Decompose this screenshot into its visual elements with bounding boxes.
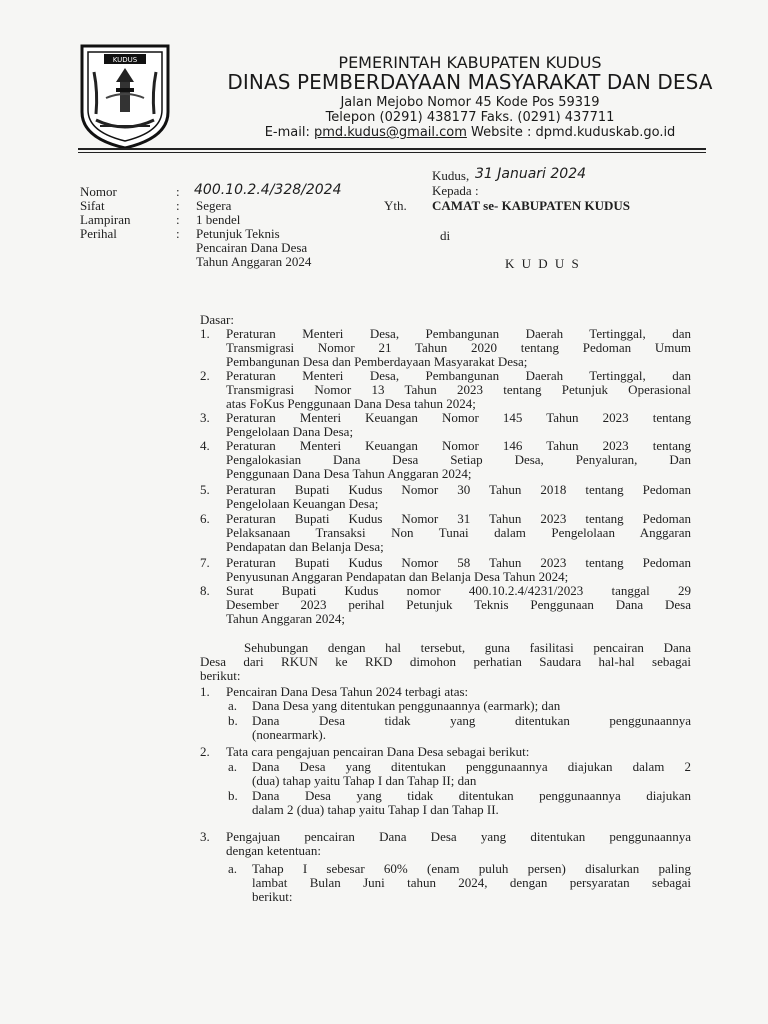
letterhead-divider-thick <box>78 148 706 150</box>
letterhead-address: Jalan Mejobo Nomor 45 Kode Pos 59319 <box>340 95 600 110</box>
recipient-city: K U D U S <box>505 256 581 271</box>
subpoint-label: b. <box>228 788 238 803</box>
di-label: di <box>440 228 451 243</box>
point-text: Tata cara pengajuan pencairan Dana Desa sebagai berikut: <box>226 744 530 759</box>
dasar-item-line: Transmigrasi Nomor 21 Tahun 2020 tentang Pedoman Umum <box>226 340 691 355</box>
dasar-item-number: 1. <box>200 326 210 341</box>
sifat-label: Sifat <box>80 198 105 213</box>
dasar-item-line: Pengelolaan Dana Desa; <box>226 424 354 439</box>
website-text: Website : dpmd.kuduskab.go.id <box>466 125 676 140</box>
perihal-line: Pencairan Dana Desa <box>196 240 308 255</box>
subpoint-line: dalam 2 (dua) tahap yaitu Tahap I dan Tahap II. <box>252 802 499 817</box>
point-number: 1. <box>200 684 210 699</box>
letterhead-agency: DINAS PEMBERDAYAAN MASYARAKAT DAN DESA <box>227 70 713 94</box>
colon: : <box>176 184 180 199</box>
dasar-item-line: Peraturan Menteri Keuangan Nomor 146 Tahun 2023 tentang <box>226 438 691 453</box>
nomor-label: Nomor <box>80 184 117 199</box>
point-text: Pencairan Dana Desa Tahun 2024 terbagi atas: <box>226 684 469 699</box>
email-label: E-mail: <box>264 125 314 140</box>
subpoint-line: Tahap I sebesar 60% (enam puluh persen) disalurkan paling <box>252 861 691 876</box>
point-number: 2. <box>200 744 210 759</box>
dasar-item-line: Desember 2023 perihal Petunjuk Teknis Penggunaan Dana Desa <box>226 597 691 612</box>
dasar-item-number: 2. <box>200 368 210 383</box>
intro-line: berikut: <box>200 668 241 683</box>
dasar-item-line: Peraturan Bupati Kudus Nomor 31 Tahun 2023 tentang Pedoman <box>226 511 691 526</box>
subpoint-line: lambat Bulan Juni tahun 2024, dengan persyaratan sebagai <box>252 875 691 890</box>
dasar-item-line: Penyusunan Anggaran Pendapatan dan Belanja Desa Tahun 2024; <box>226 569 569 584</box>
perihal-line: Petunjuk Teknis <box>196 226 280 241</box>
lampiran-value: 1 bendel <box>196 212 241 227</box>
dasar-item-line: Tahun Anggaran 2024; <box>226 611 345 626</box>
dasar-item-line: Peraturan Menteri Desa, Pembangunan Daerah Tertinggal, dan <box>226 326 691 341</box>
subpoint-line: Dana Desa yang ditentukan penggunaannya (earmark); dan <box>252 698 561 713</box>
letterhead-divider-thin <box>78 152 706 153</box>
handwritten-date: 31 Januari 2024 <box>475 166 587 182</box>
intro-line: Sehubungan dengan hal tersebut, guna fasilitasi pencairan Dana <box>244 640 691 655</box>
colon: : <box>176 212 180 227</box>
dasar-item-line: Peraturan Menteri Desa, Pembangunan Daerah Tertinggal, dan <box>226 368 691 383</box>
dasar-title: Dasar: <box>200 312 234 327</box>
dasar-item-number: 3. <box>200 410 210 425</box>
dasar-item-number: 8. <box>200 583 210 598</box>
point-line: Pengajuan pencairan Dana Desa yang ditentukan penggunaannya <box>226 829 691 844</box>
colon: : <box>176 198 180 213</box>
kepada-label: Kepada : <box>432 183 479 198</box>
subpoint-line: (dua) tahap yaitu Tahap I dan Tahap II; dan <box>252 773 477 788</box>
kudus-regency-emblem-icon <box>76 42 174 150</box>
recipient-name: CAMAT se- KABUPATEN KUDUS <box>432 198 631 213</box>
subpoint-label: a. <box>228 698 238 713</box>
letterhead-phone: Telepon (0291) 438177 Faks. (0291) 437711 <box>325 110 615 125</box>
letterhead-government: PEMERINTAH KABUPATEN KUDUS <box>338 53 602 72</box>
dasar-item-line: Pendapatan dan Belanja Desa; <box>226 539 384 554</box>
dasar-item-line: Pengelolaan Keuangan Desa; <box>226 496 379 511</box>
dasar-item-line: Pengalokasian Dana Desa Setiap Desa, Penyaluran, Dan <box>226 452 691 467</box>
dasar-item-line: Penggunaan Dana Desa Tahun Anggaran 2024; <box>226 466 472 481</box>
point-number: 3. <box>200 829 210 844</box>
dasar-item-line: Surat Bupati Kudus nomor 400.10.2.4/4231/2023 tanggal 29 <box>226 583 691 598</box>
sifat-value: Segera <box>196 198 232 213</box>
dasar-item-line: Pelaksanaan Transaksi Non Tunai dalam Pengelolaan Anggaran <box>226 525 691 540</box>
perihal-label: Perihal <box>80 226 117 241</box>
subpoint-label: b. <box>228 713 238 728</box>
subpoint-line: Dana Desa tidak yang ditentukan penggunaannya <box>252 713 691 728</box>
dasar-item-line: atas FoKus Penggunaan Dana Desa tahun 2024; <box>226 396 476 411</box>
letterhead-contact <box>200 125 740 140</box>
dasar-item-line: Peraturan Bupati Kudus Nomor 58 Tahun 2023 tentang Pedoman <box>226 555 691 570</box>
subpoint-line: Dana Desa yang ditentukan penggunaannya diajukan dalam 2 <box>252 759 691 774</box>
dasar-item-number: 6. <box>200 511 210 526</box>
point-line: dengan ketentuan: <box>226 843 321 858</box>
dasar-item-number: 4. <box>200 438 210 453</box>
place-label: Kudus, <box>432 168 470 183</box>
subpoint-label: a. <box>228 759 238 774</box>
dasar-item-line: Peraturan Bupati Kudus Nomor 30 Tahun 2018 tentang Pedoman <box>226 482 691 497</box>
subpoint-line: (nonearmark). <box>252 727 326 742</box>
svg-text:KUDUS: KUDUS <box>112 56 138 64</box>
handwritten-letter-number: 400.10.2.4/328/2024 <box>194 182 342 198</box>
subpoint-line: Dana Desa yang tidak ditentukan penggunaannya diajukan <box>252 788 691 803</box>
dasar-item-number: 7. <box>200 555 210 570</box>
colon: : <box>176 226 180 241</box>
subpoint-line: berikut: <box>252 889 293 904</box>
subpoint-label: a. <box>228 861 238 876</box>
dasar-item-line: Peraturan Menteri Keuangan Nomor 145 Tahun 2023 tentang <box>226 410 691 425</box>
intro-line: Desa dari RKUN ke RKD dimohon perhatian Saudara hal-hal sebagai <box>200 654 691 669</box>
dasar-item-number: 5. <box>200 482 210 497</box>
dasar-item-line: Transmigrasi Nomor 13 Tahun 2023 tentang Petunjuk Operasional <box>226 382 691 397</box>
email-link[interactable]: pmd.kudus@gmail.com <box>313 125 467 140</box>
lampiran-label: Lampiran <box>80 212 131 227</box>
dasar-item-line: Pembangunan Desa dan Pemberdayaan Masyarakat Desa; <box>226 354 528 369</box>
yth-label: Yth. <box>384 198 407 213</box>
perihal-line: Tahun Anggaran 2024 <box>196 254 312 269</box>
